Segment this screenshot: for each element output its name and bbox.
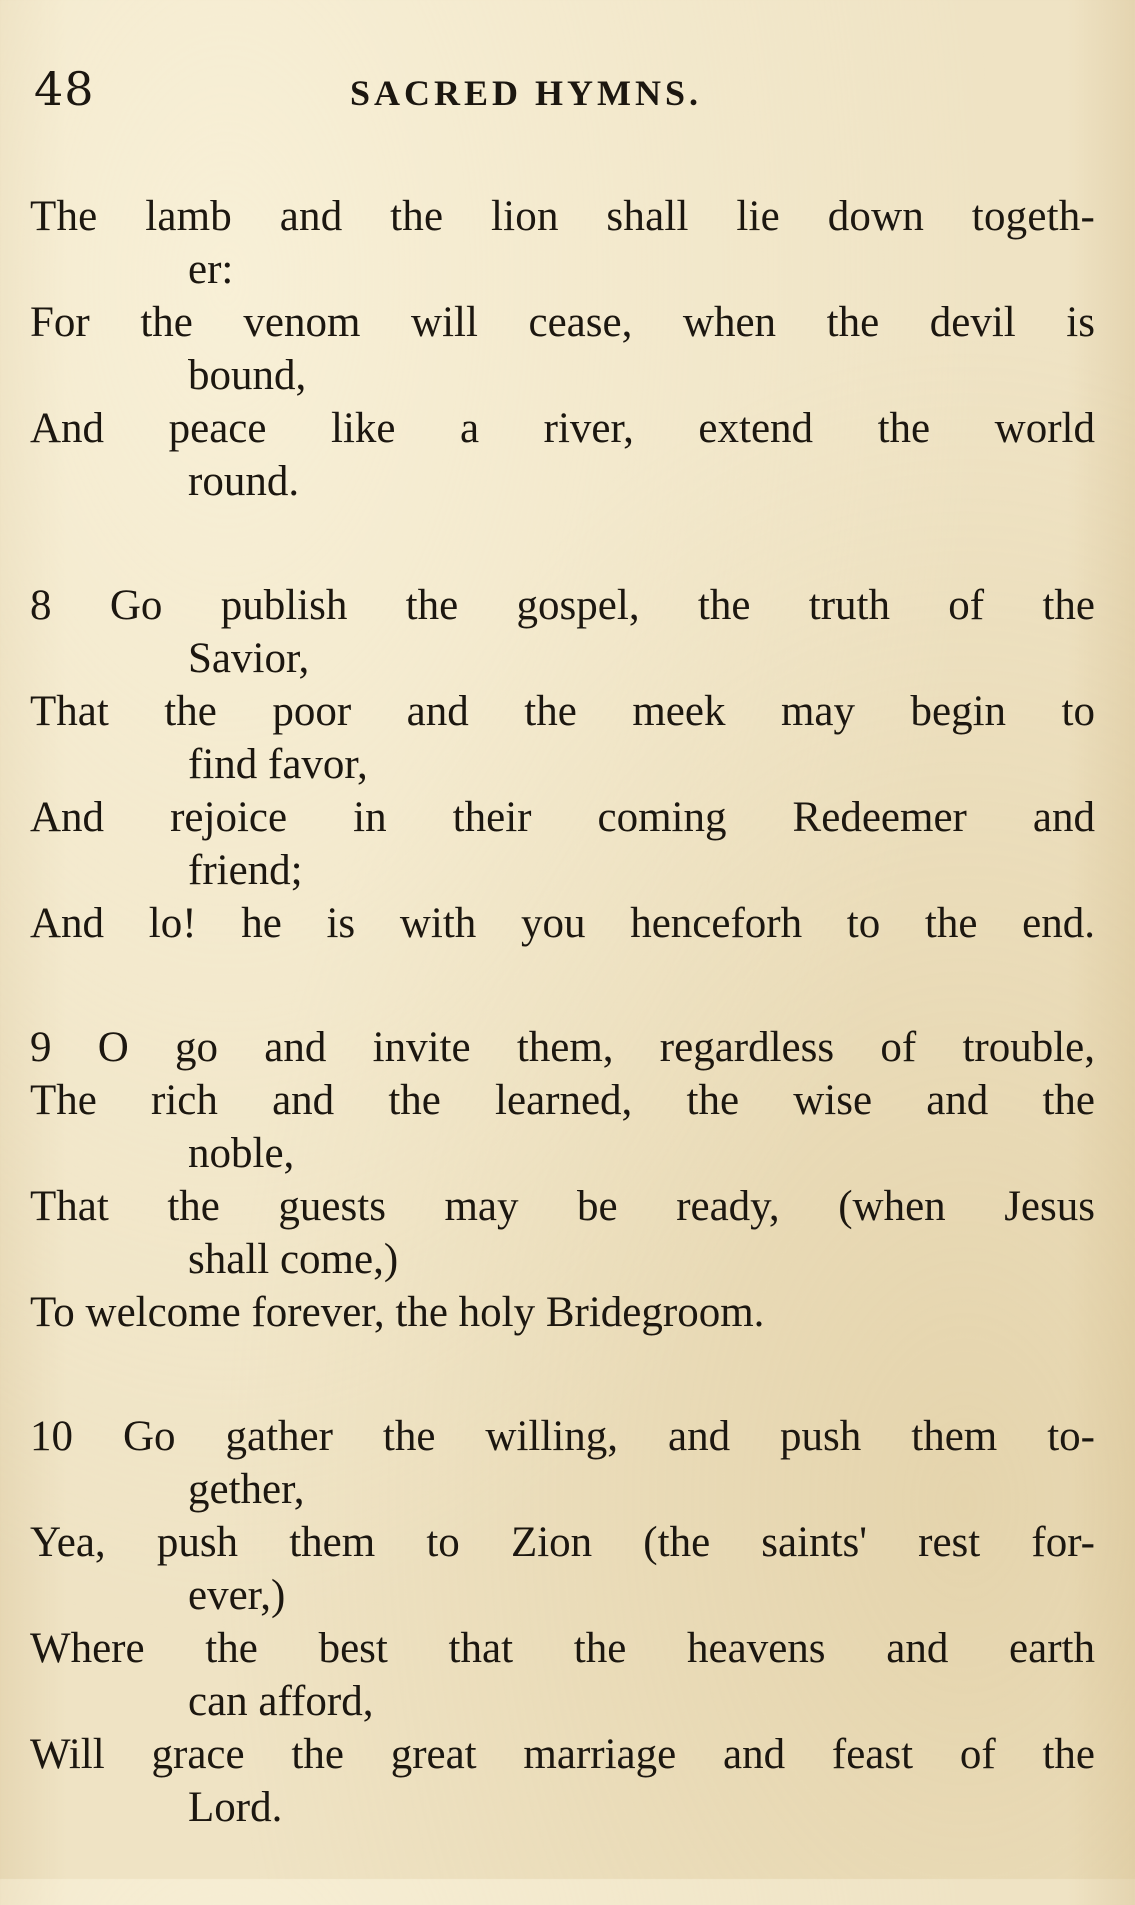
verse-line: 9 O go and invite them, regardless of trouble, xyxy=(30,1024,1095,1071)
stanza-10 xyxy=(30,1410,1095,1834)
verse-line-continuation: ever,) xyxy=(188,1572,286,1619)
stanza-8 xyxy=(30,579,1095,950)
page-header xyxy=(30,62,1100,122)
verse-line-continuation: gether, xyxy=(188,1466,305,1513)
verse-line-continuation: Savior, xyxy=(188,635,310,682)
verse-line-continuation: can afford, xyxy=(188,1678,374,1725)
verse-line: To welcome forever, the holy Bridegroom. xyxy=(30,1289,765,1336)
verse-line: And rejoice in their coming Redeemer and xyxy=(30,794,1095,841)
verse-line: The lamb and the lion shall lie down togeth- xyxy=(30,193,1095,240)
page-number: 48 xyxy=(34,62,95,116)
verse-line-continuation: Lord. xyxy=(188,1784,283,1831)
verse-line-continuation: shall come,) xyxy=(188,1236,399,1283)
verse-line: 8 Go publish the gospel, the truth of the xyxy=(30,582,1095,629)
verse-line: Where the best that the heavens and earth xyxy=(30,1625,1095,1672)
verse-line: 10 Go gather the willing, and push them to- xyxy=(30,1413,1095,1460)
verse-line-continuation: noble, xyxy=(188,1130,295,1177)
verse-line: Will grace the great marriage and feast of the xyxy=(30,1731,1095,1778)
verse-line: Yea, push them to Zion (the saints' rest for- xyxy=(30,1519,1095,1566)
verse-line: That the guests may be ready, (when Jesus xyxy=(30,1183,1095,1230)
verse-line: And peace like a river, extend the world xyxy=(30,405,1095,452)
verse-line-continuation: find favor, xyxy=(188,741,368,788)
verse-line-continuation: friend; xyxy=(188,847,303,894)
running-head: SACRED HYMNS. xyxy=(350,73,703,113)
stanza-9 xyxy=(30,1021,1095,1339)
verse-line: For the venom will cease, when the devil is xyxy=(30,299,1095,346)
verse-line-continuation: round. xyxy=(188,458,300,505)
verse-line-continuation: bound, xyxy=(188,352,307,399)
verse-line: The rich and the learned, the wise and the xyxy=(30,1077,1095,1124)
hymn-text xyxy=(30,190,1095,1905)
stanza-7-end xyxy=(30,190,1095,508)
verse-line-continuation: er: xyxy=(188,246,234,293)
verse-line: That the poor and the meek may begin to xyxy=(30,688,1095,735)
verse-line: And lo! he is with you henceforh to the end. xyxy=(30,900,1095,947)
